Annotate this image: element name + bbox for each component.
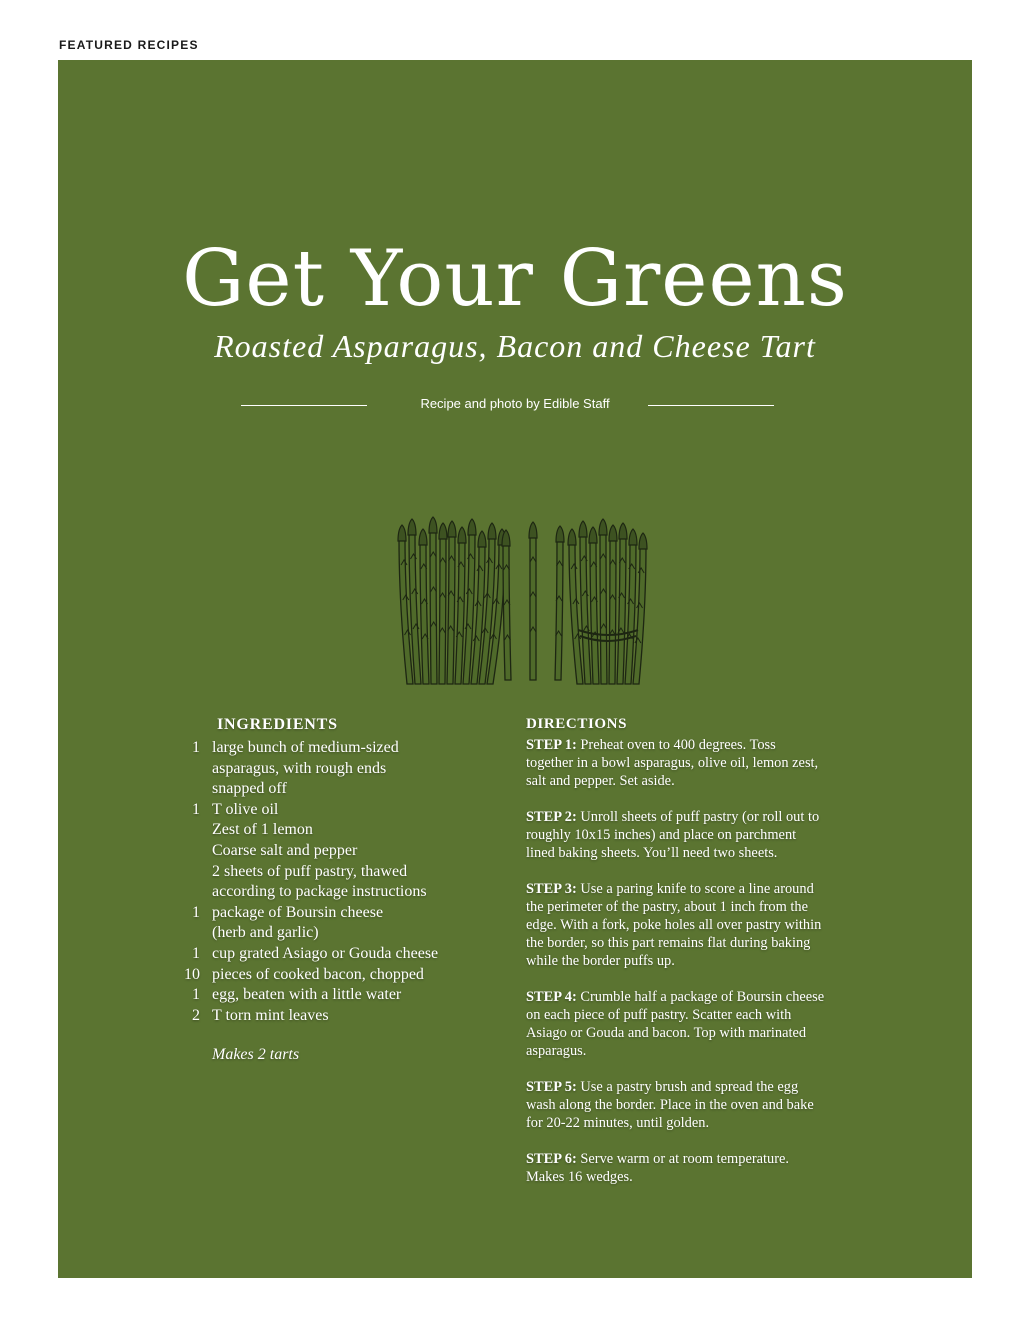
direction-step bbox=[526, 808, 826, 862]
ingredient-qty: 2 bbox=[192, 1006, 200, 1024]
recipe-subtitle: Roasted Asparagus, Bacon and Cheese Tart bbox=[214, 328, 816, 364]
ingredient-row bbox=[176, 820, 476, 841]
step-text: Unroll sheets of puff pastry (or roll out to roughly 10x15 inches) and place on parchment lined baking sheets. You’ll need two sheets. bbox=[526, 809, 820, 861]
directions-heading: DIRECTIONS bbox=[526, 716, 628, 732]
asparagus-illustration-icon bbox=[380, 512, 650, 692]
section-label: FEATURED RECIPES bbox=[59, 38, 199, 52]
byline-row bbox=[58, 396, 972, 416]
ingredient-qty bbox=[176, 862, 200, 903]
ingredient-row bbox=[176, 800, 476, 821]
directions-list bbox=[526, 736, 826, 1204]
ingredient-qty bbox=[176, 820, 200, 841]
asparagus-spear-icon bbox=[447, 521, 456, 684]
asparagus-spear-icon bbox=[439, 523, 447, 684]
asparagus-spear-icon bbox=[502, 530, 511, 680]
step-text: Use a paring knife to score a line around the perimeter of the pastry, about 1 inch from the edge. With a fork, poke holes all over pastry within the border, so this part remains flat during baking while the border puffs up. bbox=[526, 881, 822, 969]
asparagus-spear-icon bbox=[599, 519, 607, 684]
ingredient-row bbox=[176, 903, 476, 944]
ingredient-qty: 1 bbox=[192, 944, 200, 962]
asparagus-spear-icon bbox=[555, 526, 564, 680]
step-text: Serve warm or at room temperature. Makes 16 wedges. bbox=[526, 1151, 789, 1185]
byline: Recipe and photo by Edible Staff bbox=[420, 396, 610, 411]
direction-step bbox=[526, 1078, 826, 1132]
asparagus-spear-icon bbox=[529, 522, 537, 680]
step-text: Preheat oven to 400 degrees. Toss together in a bowl asparagus, olive oil, lemon zest, salt and pepper. Set aside. bbox=[526, 737, 819, 789]
step-label: STEP 2: bbox=[526, 809, 577, 825]
recipe-panel bbox=[58, 60, 972, 1278]
ingredient-text: large bunch of medium-sized asparagus, with rough ends snapped off bbox=[212, 739, 399, 798]
direction-step bbox=[526, 880, 826, 970]
ingredient-row bbox=[176, 738, 476, 800]
ingredient-row bbox=[176, 862, 476, 903]
ingredient-text: T torn mint leaves bbox=[212, 1006, 329, 1024]
step-label: STEP 6: bbox=[526, 1151, 577, 1167]
ingredient-text: pieces of cooked bacon, chopped bbox=[212, 965, 424, 983]
ingredient-row bbox=[176, 1006, 476, 1027]
ingredient-text: egg, beaten with a little water bbox=[212, 986, 402, 1004]
ingredient-text: cup grated Asiago or Gouda cheese bbox=[212, 944, 439, 962]
ingredients-list bbox=[176, 738, 476, 1026]
ingredient-text: package of Boursin cheese (herb and garlic) bbox=[212, 903, 384, 942]
yield-note: Makes 2 tarts bbox=[212, 1046, 300, 1063]
ingredient-qty bbox=[176, 841, 200, 862]
step-text: Use a pastry brush and spread the egg wash along the border. Place in the oven and bake for 20-22 minutes, until golden. bbox=[526, 1079, 814, 1131]
direction-step bbox=[526, 736, 826, 790]
asparagus-spear-icon bbox=[609, 525, 617, 684]
ingredient-qty: 1 bbox=[192, 903, 200, 921]
asparagus-spear-icon bbox=[429, 517, 437, 684]
step-text: Crumble half a package of Boursin cheese on each piece of puff pastry. Scatter each with Asiago or Gouda and bacon. Top with marinated asparagus. bbox=[526, 989, 825, 1059]
asparagus-spear-icon bbox=[589, 527, 599, 684]
ingredients-heading: INGREDIENTS bbox=[217, 716, 338, 733]
page-title: Get Your Greens bbox=[182, 234, 848, 324]
ingredient-text: Zest of 1 lemon bbox=[212, 821, 313, 839]
step-label: STEP 3: bbox=[526, 881, 577, 897]
step-label: STEP 5: bbox=[526, 1079, 577, 1095]
ingredient-qty: 1 bbox=[192, 739, 200, 756]
ingredient-qty: 1 bbox=[192, 800, 200, 818]
ingredient-row bbox=[176, 965, 476, 986]
ingredient-text: Coarse salt and pepper bbox=[212, 841, 358, 859]
ingredient-qty: 10 bbox=[184, 965, 200, 983]
direction-step bbox=[526, 988, 826, 1060]
divider-right bbox=[648, 405, 774, 406]
ingredient-qty: 1 bbox=[192, 986, 200, 1004]
asparagus-spear-icon bbox=[617, 523, 627, 684]
ingredient-row bbox=[176, 944, 476, 965]
ingredient-row bbox=[176, 985, 476, 1006]
step-label: STEP 4: bbox=[526, 989, 577, 1005]
ingredient-text: 2 sheets of puff pastry, thawed according to package instructions bbox=[212, 862, 427, 901]
ingredient-text: T olive oil bbox=[212, 800, 279, 818]
step-label: STEP 1: bbox=[526, 737, 577, 753]
asparagus-spear-icon bbox=[419, 529, 429, 684]
direction-step bbox=[526, 1150, 826, 1186]
ingredient-row bbox=[176, 841, 476, 862]
